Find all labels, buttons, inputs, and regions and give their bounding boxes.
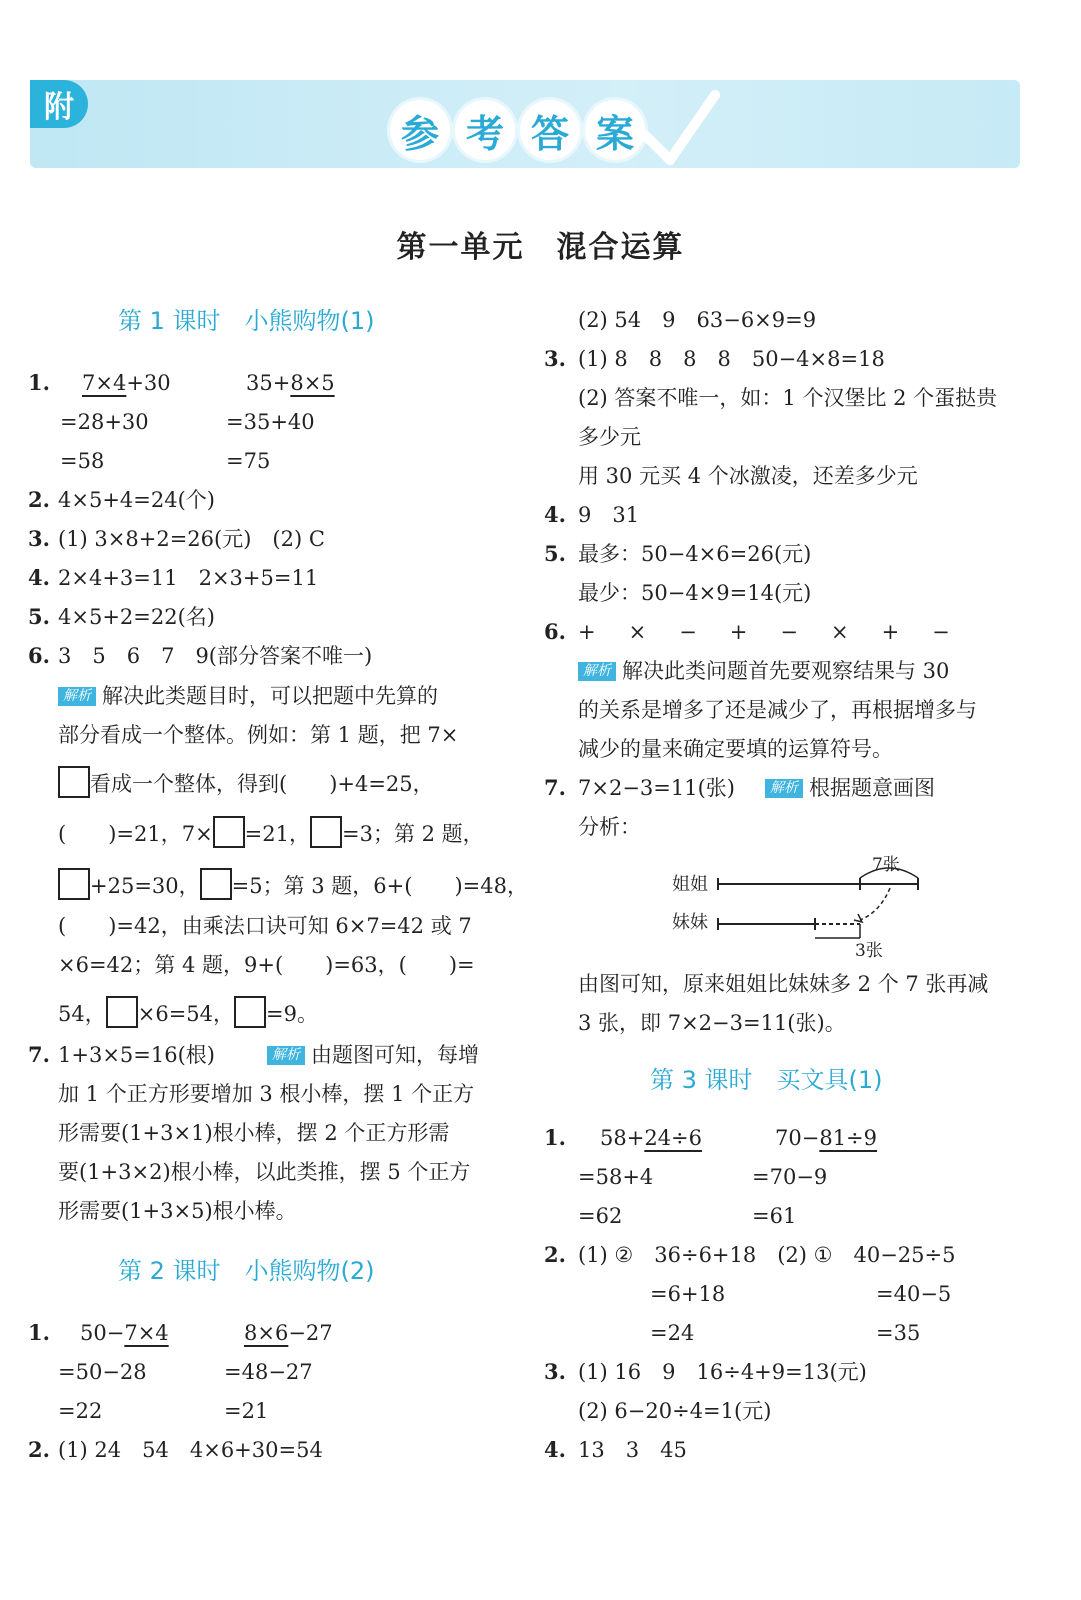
answer-line: =58+4 xyxy=(578,1165,654,1189)
blank-box xyxy=(58,868,90,900)
text-part: 根据题意画图 xyxy=(808,776,935,800)
answer-line: =61 xyxy=(752,1204,797,1228)
text-part: 解决此类问题首先要观察结果与 30 xyxy=(622,659,950,683)
text-part: =5；第 3 题，6+( )=48， xyxy=(231,874,528,898)
question-number: 3. xyxy=(28,526,50,551)
question-number: 2. xyxy=(28,487,50,512)
underlined-part: 24÷6 xyxy=(644,1126,703,1150)
text-part: ( )=21，7× xyxy=(58,822,213,846)
question-number: 5. xyxy=(28,604,50,629)
answer-line xyxy=(82,370,171,396)
title-char: 答 xyxy=(520,100,580,160)
text-part: +25=30， xyxy=(90,874,200,898)
answer-line xyxy=(246,370,335,396)
answer-line xyxy=(244,1320,333,1346)
answer-line: =22 xyxy=(58,1399,103,1423)
answer-line xyxy=(578,775,935,801)
question-number: 6. xyxy=(544,619,566,644)
blank-box xyxy=(234,996,266,1028)
blank-box xyxy=(310,816,342,848)
title-char: 参 xyxy=(390,100,450,160)
text-part: −27 xyxy=(288,1321,333,1345)
analysis-line: 由图可知，原来姐姐比妹妹多 2 个 7 张再减 xyxy=(578,972,989,996)
text-part: 1+3×5=16(根) xyxy=(58,1043,215,1067)
answer-line xyxy=(600,1125,702,1151)
question-number: 3. xyxy=(544,1359,566,1384)
answer-line: =70−9 xyxy=(752,1165,828,1189)
underlined-part: 7×4 xyxy=(82,371,127,395)
text-part: =3；第 2 题， xyxy=(342,822,484,846)
lesson-heading: 第 1 课时 小熊购物(1) xyxy=(118,307,375,335)
answer-line: =24 xyxy=(650,1321,695,1345)
answer-line: 多少元 xyxy=(578,425,641,449)
analysis-line xyxy=(58,996,318,1028)
text-part: 7×2−3=11(张) xyxy=(578,776,735,800)
analysis-line: 减少的量来确定要填的运算符号。 xyxy=(578,737,893,761)
question-number: 2. xyxy=(28,1437,50,1462)
underlined-part: 81÷9 xyxy=(819,1126,878,1150)
answer-line: (1) 8 8 8 8 50−4×8=18 xyxy=(578,347,885,371)
answer-line: (2) 54 9 63−6×9=9 xyxy=(578,308,817,332)
answer-line xyxy=(775,1125,877,1151)
answer-line: 2×4+3=11 2×3+5=11 xyxy=(58,566,319,590)
answer-line: 最少：50−4×9=14(元) xyxy=(578,581,812,605)
answer-line: =6+18 xyxy=(650,1282,726,1306)
text-part: =21， xyxy=(244,822,310,846)
analysis-line xyxy=(58,868,528,900)
question-number: 1. xyxy=(28,1320,50,1345)
analysis-line: 形需要(1+3×5)根小棒。 xyxy=(58,1199,297,1223)
title-char: 考 xyxy=(455,100,515,160)
question-number: 5. xyxy=(544,541,566,566)
checkmark-icon xyxy=(640,90,720,165)
blank-box xyxy=(213,816,245,848)
text-part: 50− xyxy=(80,1321,125,1345)
diagram-label: 妹妹 xyxy=(672,912,708,933)
title-char: 案 xyxy=(585,100,645,160)
unit-title: 第一单元 混合运算 xyxy=(396,230,685,265)
diagram-label: 7张 xyxy=(872,855,900,875)
text-part: ×6=54， xyxy=(137,1002,235,1026)
analysis-line xyxy=(578,658,949,684)
answer-line: =58 xyxy=(60,449,105,473)
text-part: 58+ xyxy=(600,1126,645,1150)
analysis-line: 形需要(1+3×1)根小棒，摆 2 个正方形需 xyxy=(58,1121,450,1145)
answer-line: 4×5+4=24(个) xyxy=(58,488,215,512)
analysis-line: 分析： xyxy=(578,815,641,839)
question-number: 2. xyxy=(544,1242,566,1267)
answer-line: =40−5 xyxy=(876,1282,952,1306)
analysis-line: 加 1 个正方形要增加 3 根小棒，摆 1 个正方 xyxy=(58,1082,475,1106)
analysis-line: 3 张，即 7×2−3=11(张)。 xyxy=(578,1011,846,1035)
underlined-part: 8×6 xyxy=(244,1321,289,1345)
text-part: 由题图可知，每增 xyxy=(310,1043,479,1067)
answer-line: (2) 答案不唯一，如：1 个汉堡比 2 个蛋挞贵 xyxy=(578,386,998,410)
underlined-part: 7×4 xyxy=(124,1321,169,1345)
question-number: 7. xyxy=(28,1042,50,1067)
answer-line: (1) 24 54 4×6+30=54 xyxy=(58,1438,323,1462)
answer-line: 9 31 xyxy=(578,503,640,527)
analysis-line: 的关系是增多了还是减少了，再根据增多与 xyxy=(578,698,977,722)
blank-box xyxy=(200,868,232,900)
diagram-label: 姐姐 xyxy=(672,874,708,895)
answer-line: 最多：50−4×6=26(元) xyxy=(578,542,812,566)
answer-line: (1) 3×8+2=26(元) (2) C xyxy=(58,527,325,551)
analysis-tag: 解析 xyxy=(58,687,96,706)
question-number: 7. xyxy=(544,775,566,800)
answer-line: 4×5+2=22(名) xyxy=(58,605,215,629)
analysis-line xyxy=(58,816,484,848)
answer-line: (2) 6−20÷4=1(元) xyxy=(578,1399,772,1423)
question-number: 6. xyxy=(28,643,50,668)
answer-line: (1) ② 36÷6+18 (2) ① 40−25÷5 xyxy=(578,1243,956,1267)
answer-line: 13 3 45 xyxy=(578,1438,687,1462)
question-number: 1. xyxy=(28,370,50,395)
blank-box xyxy=(58,766,90,798)
analysis-line: 部分看成一个整体。例如：第 1 题，把 7× xyxy=(58,723,459,747)
text-part: 解决此类题目时，可以把题中先算的 xyxy=(102,684,438,708)
analysis-line: 要(1+3×2)根小棒，以此类推，摆 5 个正方 xyxy=(58,1160,471,1184)
analysis-tag: 解析 xyxy=(765,779,803,798)
blank-box xyxy=(106,996,138,1028)
lesson-heading: 第 2 课时 小熊购物(2) xyxy=(118,1257,375,1285)
answer-line: =28+30 xyxy=(60,410,149,434)
text-part: +30 xyxy=(126,371,171,395)
appendix-badge: 附 xyxy=(30,80,88,128)
text-part: 看成一个整体，得到( )+4=25， xyxy=(90,772,434,796)
answer-line: =75 xyxy=(226,449,271,473)
question-number: 3. xyxy=(544,346,566,371)
answer-line: + × − + − × + − xyxy=(578,620,956,644)
question-number: 4. xyxy=(544,1437,566,1462)
answer-line: =62 xyxy=(578,1204,623,1228)
lesson-heading: 第 3 课时 买文具(1) xyxy=(650,1066,883,1094)
text-part: 70− xyxy=(775,1126,820,1150)
answer-line: =35+40 xyxy=(226,410,315,434)
analysis-line xyxy=(58,766,434,798)
text-part: 54， xyxy=(58,1002,106,1026)
answer-line: 用 30 元买 4 个冰激凌，还差多少元 xyxy=(578,464,918,488)
analysis-line xyxy=(58,683,438,709)
text-part: =9。 xyxy=(266,1002,318,1026)
answer-line xyxy=(80,1320,169,1346)
question-number: 1. xyxy=(544,1125,566,1150)
text-part: 35+ xyxy=(246,371,291,395)
answer-line: =21 xyxy=(224,1399,269,1423)
answer-line: =35 xyxy=(876,1321,921,1345)
diagram-label: 3张 xyxy=(855,941,883,961)
analysis-line: ×6=42；第 4 题，9+( )=63，( )= xyxy=(58,953,475,977)
answer-line: =50−28 xyxy=(58,1360,147,1384)
answer-line: 3 5 6 7 9(部分答案不唯一) xyxy=(58,644,373,668)
analysis-tag: 解析 xyxy=(578,662,616,681)
underlined-part: 8×5 xyxy=(290,371,335,395)
analysis-tag: 解析 xyxy=(267,1046,305,1065)
analysis-line: ( )=42，由乘法口诀可知 6×7=42 或 7 xyxy=(58,914,472,938)
answer-line: =48−27 xyxy=(224,1360,313,1384)
answer-line xyxy=(58,1042,479,1068)
answer-line: (1) 16 9 16÷4+9=13(元) xyxy=(578,1360,867,1384)
question-number: 4. xyxy=(544,502,566,527)
question-number: 4. xyxy=(28,565,50,590)
